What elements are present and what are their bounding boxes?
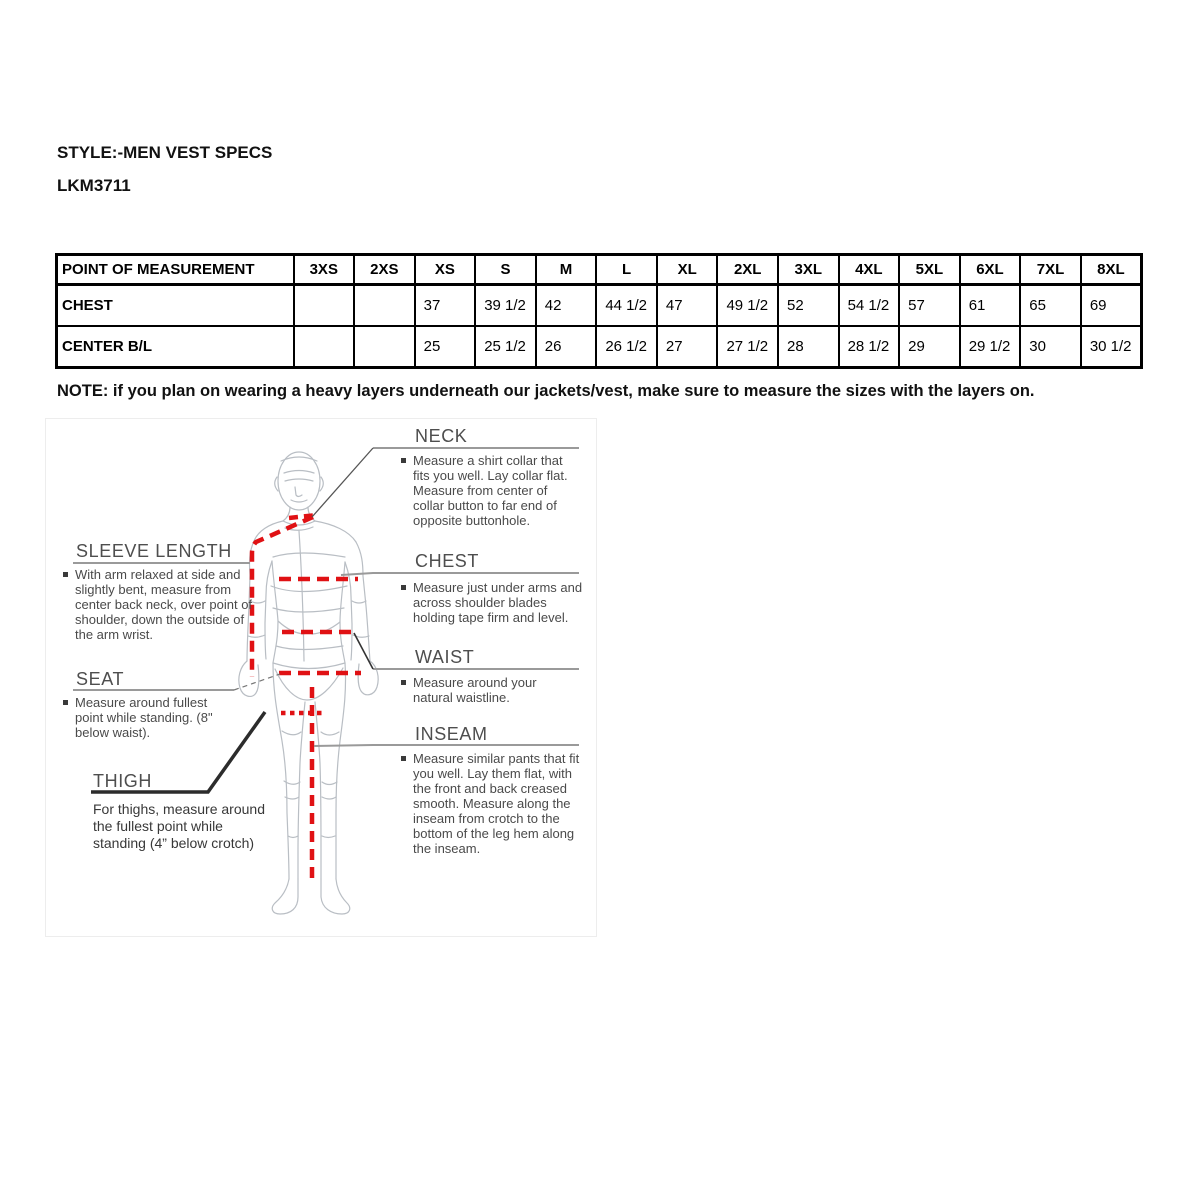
cell: 47 — [657, 285, 718, 327]
header-cell: M — [536, 255, 597, 285]
waist-desc-text: Measure around your natural waistline. — [413, 675, 537, 705]
cell: 37 — [415, 285, 476, 327]
cell — [354, 326, 415, 368]
page-title: STYLE:-MEN VEST SPECS — [57, 143, 273, 162]
cell: 28 — [778, 326, 839, 368]
header-cell: XL — [657, 255, 718, 285]
bullet-icon — [401, 585, 406, 590]
header-cell: XS — [415, 255, 476, 285]
bullet-icon — [401, 680, 406, 685]
header-cell: 2XS — [354, 255, 415, 285]
note-text: NOTE: if you plan on wearing a heavy layers underneath our jackets/vest, make sure to measure the sizes with the layers on. — [57, 382, 1035, 400]
cell: 69 — [1081, 285, 1142, 327]
chest-section-title: CHEST — [415, 551, 480, 571]
inseam-desc-text: Measure similar pants that fit you well. Lay them flat, with the front and back creased smooth. Measure along the inseam from crotch to the bottom of the leg hem along the inseam. — [413, 751, 580, 856]
seat-section-desc — [63, 695, 225, 740]
neck-desc-text: Measure a shirt collar that fits you well. Lay collar flat. Measure from center of collar button to far end of opposite buttonhole. — [413, 453, 568, 528]
cell: 52 — [778, 285, 839, 327]
size-chart-table — [55, 253, 1143, 369]
sleeve-length-section-title: SLEEVE LENGTH — [76, 541, 232, 561]
cell — [294, 285, 355, 327]
cell: 57 — [899, 285, 960, 327]
header-cell: 3XS — [294, 255, 355, 285]
cell: 25 1/2 — [475, 326, 536, 368]
cell: 25 — [415, 326, 476, 368]
measurement-guide-diagram — [45, 418, 597, 937]
cell — [294, 326, 355, 368]
bullet-icon — [401, 756, 406, 761]
waist-section-title: WAIST — [415, 647, 475, 667]
thigh-section-desc — [93, 801, 268, 852]
header-cell: S — [475, 255, 536, 285]
cell: 26 — [536, 326, 597, 368]
header-cell: POINT OF MEASUREMENT — [57, 255, 294, 285]
seat-section-title: SEAT — [76, 669, 125, 689]
cell: 30 — [1020, 326, 1081, 368]
cell: 28 1/2 — [839, 326, 900, 368]
cell: 44 1/2 — [596, 285, 657, 327]
row-label: CENTER B/L — [57, 326, 294, 368]
cell: 39 1/2 — [475, 285, 536, 327]
header-cell: 8XL — [1081, 255, 1142, 285]
header-cell: 7XL — [1020, 255, 1081, 285]
cell: 27 — [657, 326, 718, 368]
header-cell: 6XL — [960, 255, 1021, 285]
table-row — [57, 326, 1142, 368]
sleeve-length-desc-text: With arm relaxed at side and slightly bent, measure from center back neck, over point of shoulder, down the outside of the arm wrist. — [75, 567, 253, 642]
cell: 54 1/2 — [839, 285, 900, 327]
neck-section-desc — [401, 453, 573, 528]
cell: 27 1/2 — [717, 326, 778, 368]
thigh-section-title: THIGH — [93, 771, 152, 791]
measurement-lines — [252, 515, 361, 881]
header-cell: 4XL — [839, 255, 900, 285]
cell: 26 1/2 — [596, 326, 657, 368]
sleeve-measure-line — [252, 517, 313, 677]
cell: 49 1/2 — [717, 285, 778, 327]
sleeve-length-section-desc — [63, 567, 255, 642]
cell — [354, 285, 415, 327]
neck-section-title: NECK — [415, 426, 468, 446]
cell: 29 1/2 — [960, 326, 1021, 368]
seat-desc-text: Measure around fullest point while standing. (8" below waist). — [75, 695, 213, 740]
cell: 29 — [899, 326, 960, 368]
waist-section-desc — [401, 675, 553, 705]
table-header-row — [57, 255, 1142, 285]
bullet-icon — [401, 458, 406, 463]
cell: 42 — [536, 285, 597, 327]
inseam-section-desc — [401, 751, 581, 856]
chest-section-desc — [401, 580, 583, 625]
neck-measure-line — [289, 515, 317, 518]
table-row — [57, 285, 1142, 327]
style-number: LKM3711 — [57, 176, 131, 195]
header-cell: 5XL — [899, 255, 960, 285]
row-label: CHEST — [57, 285, 294, 327]
cell: 61 — [960, 285, 1021, 327]
header-cell: L — [596, 255, 657, 285]
chest-desc-text: Measure just under arms and across shoulder blades holding tape firm and level. — [413, 580, 583, 625]
header-cell: 3XL — [778, 255, 839, 285]
inseam-section-title: INSEAM — [415, 724, 488, 744]
thigh-desc-text: For thighs, measure around the fullest point while standing (4” below crotch) — [93, 801, 265, 851]
cell: 30 1/2 — [1081, 326, 1142, 368]
bullet-icon — [63, 572, 68, 577]
cell: 65 — [1020, 285, 1081, 327]
header-cell: 2XL — [717, 255, 778, 285]
bullet-icon — [63, 700, 68, 705]
